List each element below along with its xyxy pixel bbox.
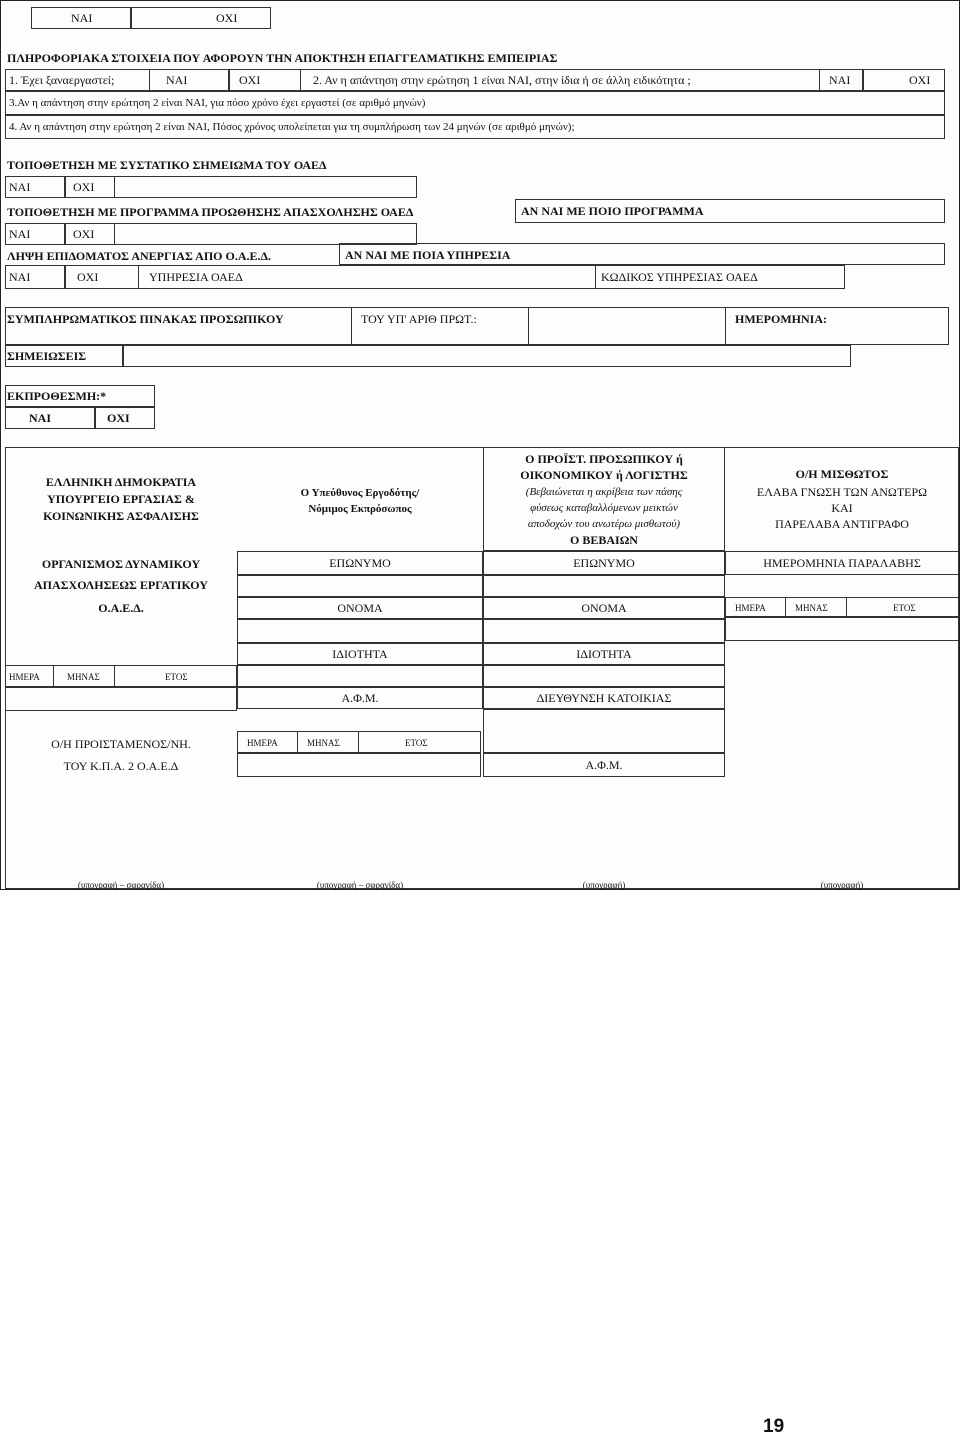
benefit-yes: ΝΑΙ xyxy=(9,270,31,284)
employer-month-label: ΜΗΝΑΣ xyxy=(307,738,340,748)
top-yes-label: ΝΑΙ xyxy=(71,11,93,25)
employee-line-2: ΕΛΑΒΑ ΓΝΩΣΗ ΤΩΝ ΑΝΩΤΕΡΩ xyxy=(756,485,928,499)
placement-note-title: ΤΟΠΟΘΕΤΗΣΗ ΜΕ ΣΥΣΤΑΤΙΚΟ ΣΗΜΕΙΩΜΑ ΤΟΥ ΟΑΕΔ xyxy=(7,158,327,172)
certifier-line-3: (Βεβαιώνεται η ακρίβεια των πάσης xyxy=(525,486,683,498)
employee-month-label: ΜΗΝΑΣ xyxy=(795,603,828,613)
employer-name-value xyxy=(237,619,483,643)
certifier-name: ΟΝΟΜΑ xyxy=(581,601,627,615)
oaed-line-2: ΥΠΟΥΡΓΕΙΟ ΕΡΓΑΣΙΑΣ & xyxy=(47,492,195,506)
certifier-line-1: Ο ΠΡΟΪΣΤ. ΠΡΟΣΩΠΙΚΟΥ ή xyxy=(525,452,683,466)
certifier-afm: Α.Φ.Μ. xyxy=(585,758,623,772)
employee-signature: (υπογραφή) xyxy=(820,880,864,890)
oaed-org-2: ΑΠΑΣΧΟΛΗΣΕΩΣ ΕΡΓΑΤΙΚΟΥ xyxy=(34,578,208,592)
placement-note-no: ΟΧΙ xyxy=(73,180,95,194)
notes-label: ΣΗΜΕΙΩΣΕΙΣ xyxy=(7,349,87,363)
placement-program-yes: ΝΑΙ xyxy=(9,227,31,241)
q2-no-label: ΟΧΙ xyxy=(909,73,931,87)
placement-program-no: ΟΧΙ xyxy=(73,227,95,241)
benefit-no: ΟΧΙ xyxy=(77,270,99,284)
certifier-name-value xyxy=(483,619,725,643)
employer-afm: Α.Φ.Μ. xyxy=(341,691,379,705)
supplementary-protocol: ΤΟΥ ΥΠ' ΑΡΙΘ ΠΡΩΤ.: xyxy=(361,312,477,326)
oaed-line-3: ΚΟΙΝΩΝΙΚΗΣ ΑΣΦΑΛΙΣΗΣ xyxy=(43,509,199,523)
q1-yes-box xyxy=(149,69,229,91)
late-no: ΟΧΙ xyxy=(107,411,130,425)
certifier-capacity: ΙΔΙΟΤΗΤΑ xyxy=(576,647,632,661)
oaed-year-label: ΕΤΟΣ xyxy=(165,672,188,682)
employer-date-cells xyxy=(237,753,481,777)
certifier-address: ΔΙΕΥΘΥΝΣΗ ΚΑΤΟΙΚΙΑΣ xyxy=(536,691,672,705)
experience-q3: 3.Αν η απάντηση στην ερώτηση 2 είναι ΝΑΙ, για πόσο χρόνο έχει εργαστεί (σε αριθμό μηνών) xyxy=(9,97,426,109)
oaed-head-1: Ο/Η ΠΡΟΙΣΤΑΜΕΝΟΣ/ΝΗ. xyxy=(51,737,191,751)
oaed-line-1: ΕΛΛΗΝΙΚΗ ΔΗΜΟΚΡΑΤΙΑ xyxy=(45,475,197,489)
employer-title-2: Νόμιμος Εκπρόσωπος xyxy=(308,503,412,515)
employee-day-label: ΗΜΕΡΑ xyxy=(735,603,766,613)
late-title: ΕΚΠΡΟΘΕΣΜΗ:* xyxy=(7,389,107,403)
certifier-signature: (υπογραφή) xyxy=(582,880,626,890)
employer-surname-value xyxy=(237,575,483,597)
employer-capacity-value xyxy=(237,665,483,687)
q2-yes-label: ΝΑΙ xyxy=(829,73,851,87)
oaed-org-1: ΟΡΓΑΝΙΣΜΟΣ ΔΥΝΑΜΙΚΟΥ xyxy=(41,557,201,571)
q1-yes-label: ΝΑΙ xyxy=(166,73,188,87)
employee-receipt: ΗΜΕΡΟΜΗΝΙΑ ΠΑΡΑΛΑΒΗΣ xyxy=(763,556,921,570)
oaed-date-cells xyxy=(5,687,237,711)
oaed-org-3: Ο.Α.Ε.Δ. xyxy=(98,601,144,615)
page-number: 19 xyxy=(763,1416,785,1437)
certifier-line-2: ΟΙΚΟΝΟΜΙΚΟΥ ή ΛΟΓΙΣΤΗΣ xyxy=(520,468,688,482)
benefit-service: ΥΠΗΡΕΣΙΑ ΟΑΕΔ xyxy=(149,270,243,284)
supplementary-date: ΗΜΕΡΟΜΗΝΙΑ: xyxy=(735,312,827,326)
oaed-head-2: ΤΟΥ Κ.Π.Α. 2 Ο.Α.Ε.Δ xyxy=(63,759,179,773)
certifier-line-6: Ο ΒΕΒΑΙΩΝ xyxy=(570,533,638,547)
top-no-label: ΟΧΙ xyxy=(216,11,238,25)
employee-year-label: ΕΤΟΣ xyxy=(893,603,916,613)
employer-title-1: Ο Υπεύθυνος Εργοδότης/ xyxy=(300,487,420,499)
employer-day-label: ΗΜΕΡΑ xyxy=(247,738,278,748)
experience-q1: 1. Έχει ξαναεργαστεί; xyxy=(9,73,115,87)
placement-program-which: ΑΝ ΝΑΙ ΜΕ ΠΟΙΟ ΠΡΟΓΡΑΜΜΑ xyxy=(521,204,704,218)
benefit-title: ΛΗΨΗ ΕΠΙΔΟΜΑΤΟΣ ΑΝΕΡΓΙΑΣ ΑΠΟ Ο.Α.Ε.Δ. xyxy=(7,249,272,263)
employee-line-4: ΠΑΡΕΛΑΒΑ ΑΝΤΙΓΡΑΦΟ xyxy=(775,517,909,531)
benefit-code: ΚΩΔΙΚΟΣ ΥΠΗΡΕΣΙΑΣ ΟΑΕΔ xyxy=(601,270,758,284)
experience-q2: 2. Αν η απάντηση στην ερώτηση 1 είναι ΝΑΙ, στην ίδια ή σε άλλη ειδικότητα ; xyxy=(313,73,691,87)
top-no-box xyxy=(131,7,271,29)
certifier-capacity-value xyxy=(483,665,725,687)
employer-name: ΟΝΟΜΑ xyxy=(337,601,383,615)
q2-no-box xyxy=(863,69,945,91)
employee-date-cells xyxy=(725,617,959,641)
late-yes: ΝΑΙ xyxy=(29,411,52,425)
placement-note-yes: ΝΑΙ xyxy=(9,180,31,194)
experience-title: ΠΛΗΡΟΦΟΡΙΑΚΑ ΣΤΟΙΧΕΙΑ ΠΟΥ ΑΦΟΡΟΥΝ ΤΗΝ ΑΠΟΚΤΗΣΗ ΕΠΑΓΓΕΛΜΑΤΙΚΗΣ ΕΜΠΕΙΡΙΑΣ xyxy=(7,51,558,65)
certifier-address-value xyxy=(483,709,725,753)
employee-line-1: Ο/Η ΜΙΣΘΩΤΟΣ xyxy=(795,467,889,481)
employee-line-3: ΚΑΙ xyxy=(831,501,853,515)
certifier-line-5: αποδοχών του ανωτέρω μισθωτού) xyxy=(527,518,681,530)
q1-no-label: ΟΧΙ xyxy=(239,73,261,87)
employer-capacity: ΙΔΙΟΤΗΤΑ xyxy=(332,647,388,661)
oaed-day-label: ΗΜΕΡΑ xyxy=(9,672,40,682)
oaed-signature: (υπογραφή – σφραγίδα) xyxy=(77,880,165,890)
benefit-which: ΑΝ ΝΑΙ ΜΕ ΠΟΙΑ ΥΠΗΡΕΣΙΑ xyxy=(345,248,511,262)
certifier-line-4: φύσεως καταβαλλόμενων μεικτών xyxy=(530,502,678,514)
placement-program-title: ΤΟΠΟΘΕΤΗΣΗ ΜΕ ΠΡΟΓΡΑΜΜΑ ΠΡΟΩΘΗΣΗΣ ΑΠΑΣΧΟΛΗΣΗΣ ΟΑΕΔ xyxy=(7,205,414,219)
supplementary-title: ΣΥΜΠΛΗΡΩΜΑΤΙΚΟΣ ΠΙΝΑΚΑΣ ΠΡΟΣΩΠΙΚΟΥ xyxy=(7,312,284,326)
oaed-month-label: ΜΗΝΑΣ xyxy=(67,672,100,682)
employer-signature: (υπογραφή – σφραγίδα) xyxy=(316,880,404,890)
experience-q4: 4. Αν η απάντηση στην ερώτηση 2 είναι ΝΑΙ, Πόσος χρόνος υπολείπεται για τη συμπλήρωση των 24 μηνών (σε αριθμό μηνών); xyxy=(9,121,575,133)
notes-field xyxy=(123,345,851,367)
certifier-surname: ΕΠΩΝΥΜΟ xyxy=(573,556,635,570)
certifier-surname-value xyxy=(483,575,725,597)
employer-year-label: ΕΤΟΣ xyxy=(405,738,428,748)
employer-surname: ΕΠΩΝΥΜΟ xyxy=(329,556,391,570)
